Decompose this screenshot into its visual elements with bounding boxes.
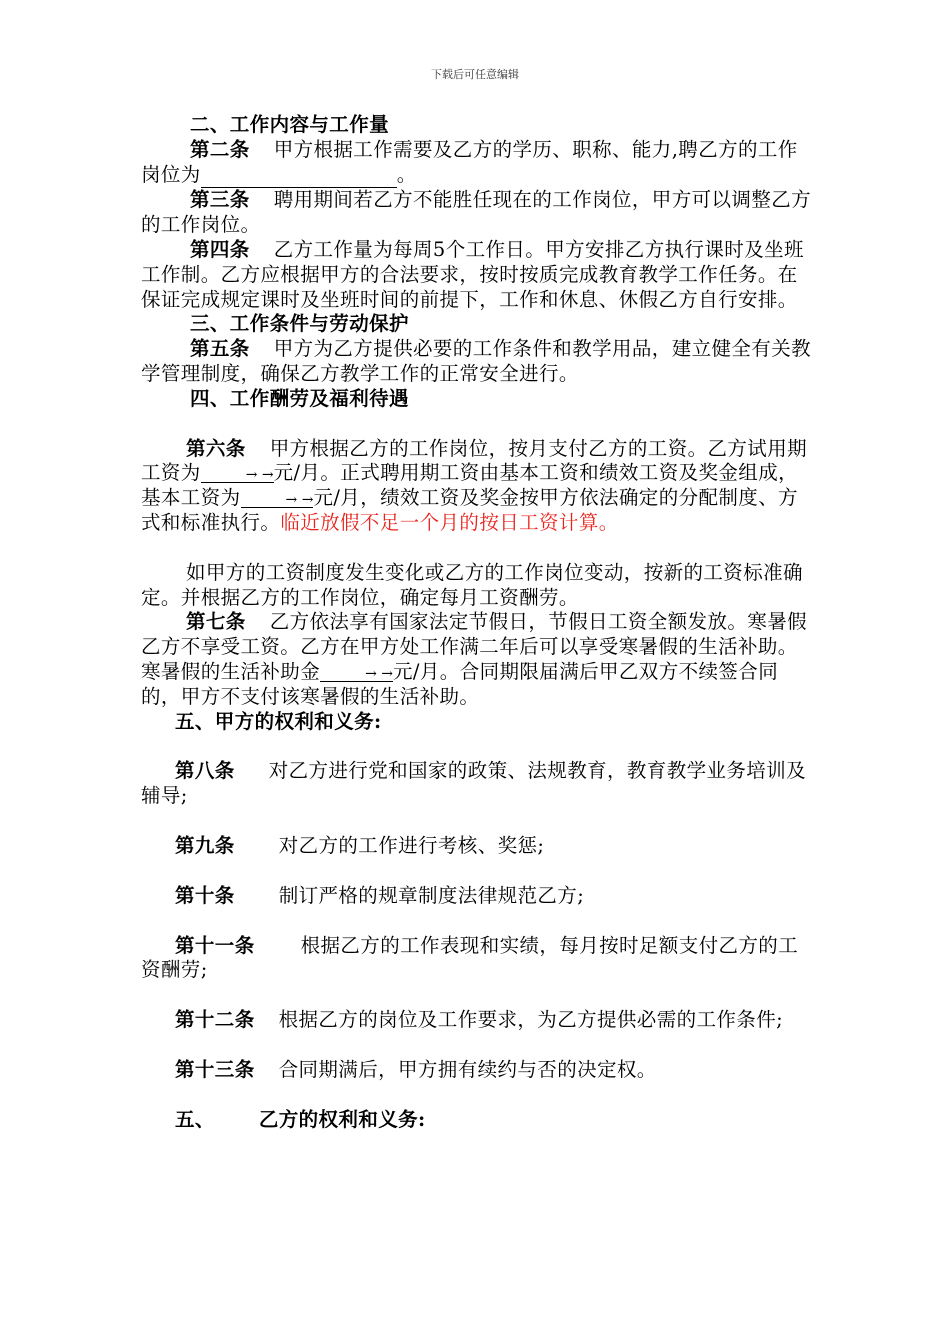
spacer — [141, 1083, 813, 1108]
wage-change-paragraph: 如甲方的工资制度发生变化或乙方的工作岗位变动，按新的工资标准确定。并根据乙方的工作岗位，确定每月工资酬劳。 — [141, 560, 803, 609]
document-body — [141, 113, 813, 1133]
article-9-label: 第九条 — [175, 833, 235, 857]
article-8-text: 对乙方进行党和国家的政策、法规教育，教育教学业务培训及辅导; — [141, 759, 807, 808]
article-9 — [141, 834, 813, 859]
article-5 — [141, 337, 813, 387]
article-7-text-b: 元/月。合同期限届满后甲乙双方不续签合同的，甲方不支付该寒暑假的生活补助。 — [141, 659, 779, 708]
article-3-text: 聘用期间若乙方不能胜任现在的工作岗位，甲方可以调整乙方的工作岗位。 — [141, 188, 812, 237]
article-9-text: 对乙方的工作进行考核、奖惩; — [278, 833, 545, 857]
article-13-label: 第十三条 — [175, 1057, 255, 1081]
spacer — [141, 809, 813, 834]
section-title-work-content: 二、工作内容与工作量 — [190, 113, 390, 136]
spacer — [141, 536, 813, 561]
article-11-text: 根据乙方的工作表现和实绩，每月按时足额支付乙方的工资酬劳; — [141, 933, 799, 982]
spacer — [141, 859, 813, 884]
article-5-label: 第五条 — [190, 337, 250, 361]
article-8 — [141, 759, 813, 809]
article-11 — [141, 934, 813, 984]
article-2-label: 第二条 — [190, 137, 250, 161]
article-13-text: 合同期满后，甲方拥有续约与否的决定权。 — [278, 1057, 657, 1081]
article-7-label: 第七条 — [186, 610, 246, 634]
base-wage-blank: → → — [241, 493, 314, 508]
article-7-text-a: 乙方依法享有国家法定节假日，节假日工资全额发放。寒暑假乙方不享受工资。乙方在甲方处工作满二年后可以享受寒暑假的生活补助。寒暑假的生活补助金 — [141, 610, 808, 683]
header-note: 下载后可任意编辑 — [431, 68, 519, 81]
article-2-text: 甲方根据工作需要及乙方的学历、职称、能力,聘乙方的工作岗位为 — [141, 137, 798, 186]
article-3 — [141, 188, 813, 238]
article-6 — [141, 437, 813, 536]
article-4-label: 第四条 — [190, 237, 250, 261]
article-6-label: 第六条 — [186, 436, 246, 460]
article-4 — [141, 238, 813, 312]
spacer — [141, 909, 813, 934]
article-10-label: 第十条 — [175, 883, 235, 907]
section-number: 五、 — [175, 1107, 215, 1131]
article-8-label: 第八条 — [175, 759, 235, 783]
article-12 — [141, 1008, 813, 1033]
article-3-label: 第三条 — [190, 188, 250, 212]
section-title-party-b-rights — [141, 1108, 813, 1133]
article-6-text-b: 元/月。正式聘用期工资由基本工资和绩效工资及奖金组成，基本工资为 — [141, 461, 798, 510]
article-10-text: 制订严格的规章制度法律规范乙方; — [278, 883, 585, 907]
article-4-text: 乙方工作量为每周5个工作日。甲方安排乙方执行课时及坐班工作制。乙方应根据甲方的合法要求，按时按质完成教育教学工作任务。在保证完成规定课时及坐班时间的前提下，工作和休息、休假乙方自行安排。 — [141, 237, 804, 311]
article-2-end: 。 — [396, 162, 417, 186]
article-6-red-note: 临近放假不足一个月的按日工资计算。 — [280, 510, 619, 534]
article-6-text-a: 甲方根据乙方的工作岗位，按月支付乙方的工资。乙方试用期工资为 — [141, 436, 808, 485]
spacer — [141, 734, 813, 759]
article-10 — [141, 884, 813, 909]
article-13 — [141, 1058, 813, 1083]
section-title-work-conditions: 三、工作条件与劳动保护 — [190, 312, 409, 336]
spacer — [141, 983, 813, 1008]
article-12-label: 第十二条 — [175, 1008, 255, 1032]
article-6-text-c: 元/月，绩效工资及奖金按甲方依法确定的分配制度、方式和标准执行。 — [141, 486, 799, 534]
article-5-text: 甲方为乙方提供必要的工作条件和教学用品，建立健全有关教学管理制度，确保乙方教学工作的正常安全进行。 — [141, 337, 812, 385]
article-2 — [141, 138, 813, 189]
section-title-party-a-rights: 五、甲方的权利和义务: — [175, 709, 382, 733]
position-blank — [201, 163, 397, 189]
article-7 — [141, 610, 813, 709]
article-11-label: 第十一条 — [175, 933, 255, 957]
section-title-text: 乙方的权利和义务: — [258, 1107, 426, 1131]
section-title-compensation: 四、工作酬劳及福利待遇 — [190, 386, 409, 410]
spacer — [141, 412, 813, 437]
spacer — [141, 1033, 813, 1058]
article-12-text: 根据乙方的岗位及工作要求，为乙方提供必需的工作条件; — [278, 1008, 784, 1032]
subsidy-blank: → → — [320, 667, 393, 682]
trial-wage-blank: → → — [201, 468, 274, 483]
